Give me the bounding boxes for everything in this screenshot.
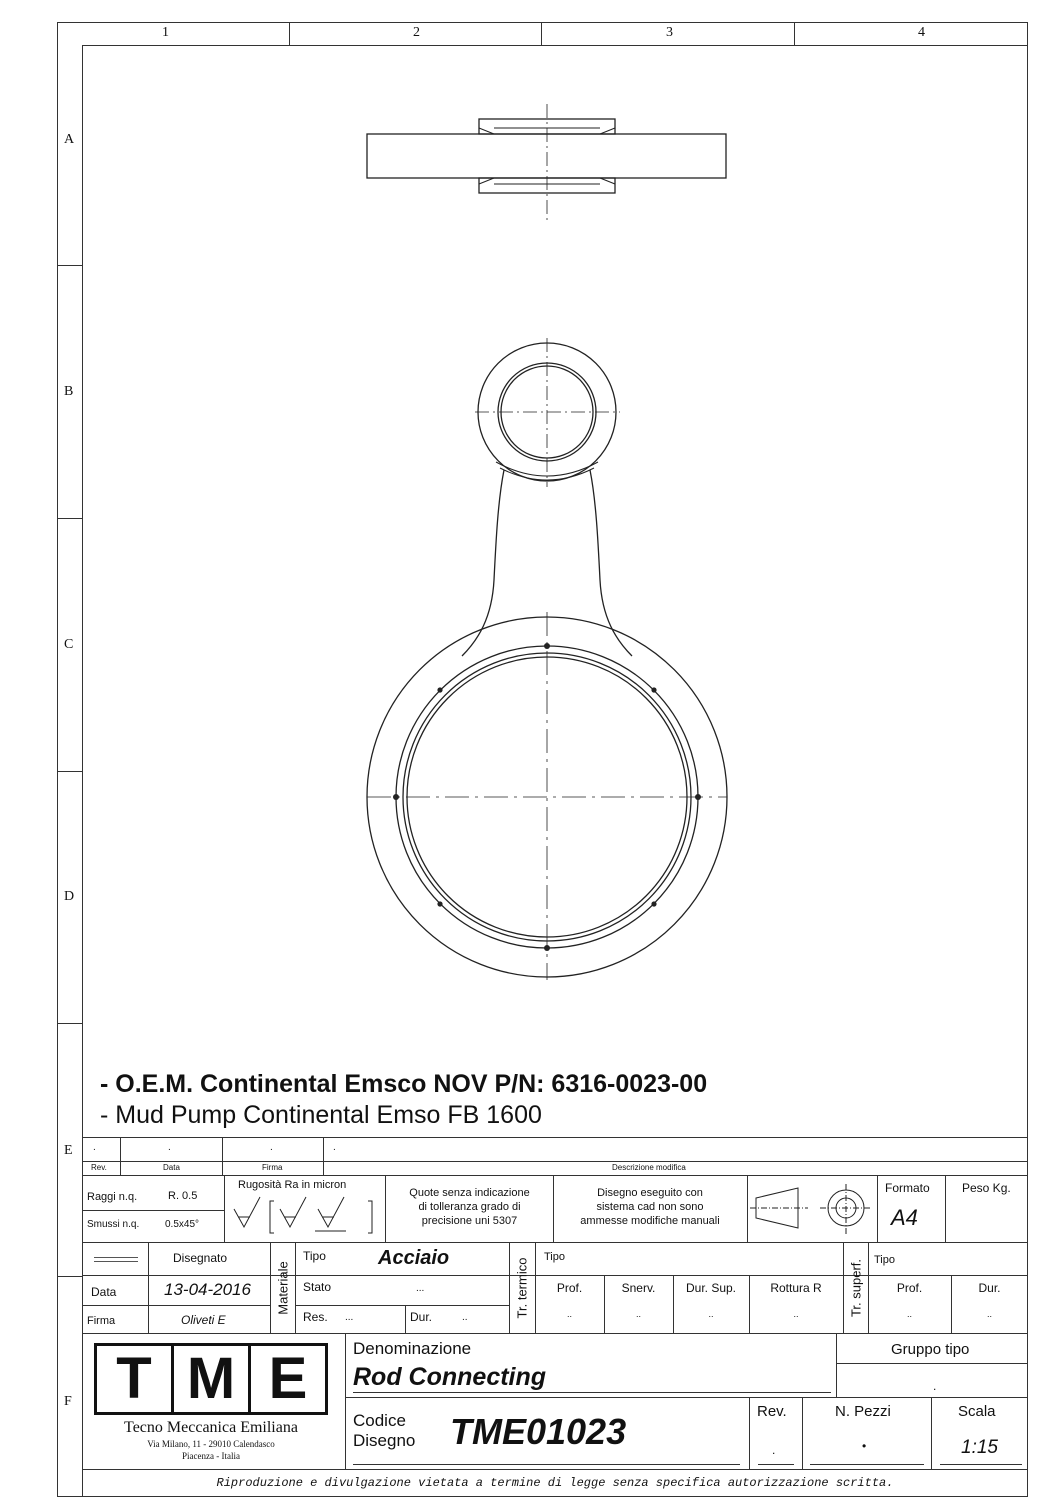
column-label-2: 2 bbox=[413, 25, 420, 40]
big-end bbox=[367, 612, 727, 980]
pezzi-label: N. Pezzi bbox=[835, 1403, 891, 1420]
projection-symbol-icon bbox=[750, 1180, 875, 1238]
superf-tipo-label: Tipo bbox=[874, 1254, 895, 1266]
firma-label: Firma bbox=[87, 1315, 116, 1327]
dur-sup-label: Dur. Sup. bbox=[685, 1281, 737, 1295]
materiale-vertical-label: Materiale bbox=[275, 1261, 291, 1315]
codice-label-1: Codice bbox=[353, 1411, 406, 1430]
logo-letter: E bbox=[268, 1346, 308, 1411]
rev-dot: . bbox=[168, 1142, 171, 1153]
stato-value: ... bbox=[416, 1283, 425, 1294]
note-oem: - O.E.M. Continental Emsco NOV P/N: 6316-0023-00 bbox=[100, 1070, 708, 1098]
termico-tipo-label: Tipo bbox=[544, 1251, 565, 1263]
logo-letter: T bbox=[97, 1346, 174, 1412]
rev-header: Rev. bbox=[91, 1163, 107, 1172]
codice-value: TME01023 bbox=[450, 1411, 627, 1452]
superf-dur-value: .. bbox=[986, 1309, 992, 1319]
top-view bbox=[367, 104, 726, 220]
company-logo bbox=[94, 1343, 328, 1415]
disegno-line-1: Disegno eseguito con bbox=[597, 1187, 703, 1199]
superf-prof-value: .. bbox=[906, 1309, 912, 1319]
firma-value: Oliveti E bbox=[181, 1313, 226, 1327]
firma-header: Firma bbox=[262, 1163, 283, 1172]
data-label: Data bbox=[91, 1285, 117, 1299]
materiale-tipo-value: Acciaio bbox=[378, 1247, 450, 1269]
company-name: Tecno Meccanica Emiliana bbox=[124, 1419, 298, 1436]
snerv-value: .. bbox=[635, 1309, 641, 1319]
stato-label: Stato bbox=[303, 1280, 332, 1294]
row-label-e: E bbox=[64, 1143, 73, 1158]
roughness-symbols bbox=[226, 1195, 384, 1239]
pezzi-value: • bbox=[862, 1439, 867, 1453]
rev-label: Rev. bbox=[757, 1403, 787, 1420]
company-address: Via Milano, 11 - 29010 Calendasco bbox=[147, 1439, 275, 1449]
rev-dot: . bbox=[93, 1142, 96, 1153]
column-label-3: 3 bbox=[666, 25, 673, 40]
superf-dur-label: Dur. bbox=[978, 1281, 1001, 1295]
rev-dot: . bbox=[270, 1142, 273, 1153]
data-header: Data bbox=[163, 1163, 180, 1172]
data-value: 13-04-2016 bbox=[164, 1280, 251, 1299]
rottura-label: Rottura R bbox=[770, 1281, 822, 1295]
disegno-line-3: ammesse modifiche manuali bbox=[580, 1215, 720, 1227]
small-end bbox=[475, 338, 620, 487]
res-label: Res. bbox=[303, 1310, 328, 1324]
prof-value: .. bbox=[566, 1309, 572, 1319]
scala-label: Scala bbox=[958, 1403, 996, 1420]
drawn-line-symbol bbox=[94, 1257, 138, 1262]
disegnato-label: Disegnato bbox=[173, 1251, 228, 1265]
raggi-value: R. 0.5 bbox=[168, 1190, 198, 1202]
column-label-1: 1 bbox=[162, 25, 169, 40]
quote-line-2: di tolleranza grado di bbox=[418, 1201, 521, 1213]
peso-label: Peso Kg. bbox=[962, 1181, 1011, 1195]
dur-sup-value: .. bbox=[708, 1309, 714, 1319]
quote-line-3: precisione uni 5307 bbox=[421, 1215, 518, 1227]
footer-disclaimer: Riproduzione e divulgazione vietata a termine di legge senza specifica autorizzazione scritta. bbox=[216, 1476, 894, 1490]
row-label-d: D bbox=[64, 889, 75, 904]
denominazione-label: Denominazione bbox=[353, 1339, 472, 1358]
rev-dot: . bbox=[333, 1142, 336, 1153]
superf-prof-label: Prof. bbox=[896, 1281, 923, 1295]
formato-label: Formato bbox=[885, 1181, 930, 1195]
snerv-label: Snerv. bbox=[621, 1281, 656, 1295]
rugosita-label: Rugosità Ra in micron bbox=[238, 1179, 347, 1191]
tr-termico-vertical-label: Tr. termico bbox=[514, 1257, 530, 1319]
dur-label: Dur. bbox=[410, 1310, 433, 1324]
row-label-f: F bbox=[64, 1394, 72, 1409]
row-label-b: B bbox=[64, 384, 74, 399]
res-value: ... bbox=[345, 1312, 354, 1323]
gruppo-tipo-value: . bbox=[933, 1379, 937, 1393]
company-city: Piacenza - Italia bbox=[182, 1451, 240, 1461]
formato-value: A4 bbox=[891, 1205, 918, 1230]
rev-value: . bbox=[772, 1443, 776, 1457]
logo-letter: M bbox=[174, 1346, 251, 1412]
row-divider bbox=[57, 1276, 82, 1277]
materiale-tipo-label: Tipo bbox=[303, 1249, 326, 1263]
scala-value: 1:15 bbox=[961, 1437, 998, 1458]
prof-label: Prof. bbox=[556, 1281, 583, 1295]
smussi-label: Smussi n.q. bbox=[87, 1219, 140, 1230]
row-label-a: A bbox=[64, 132, 75, 147]
disegno-line-2: sistema cad non sono bbox=[596, 1201, 704, 1213]
raggi-label: Raggi n.q. bbox=[87, 1191, 138, 1203]
descrizione-header: Descrizione modifica bbox=[612, 1163, 686, 1172]
note-mud-pump: - Mud Pump Continental Emso FB 1600 bbox=[100, 1101, 542, 1129]
gruppo-tipo-label: Gruppo tipo bbox=[891, 1341, 970, 1358]
quote-line-1: Quote senza indicazione bbox=[409, 1187, 530, 1199]
denominazione-value: Rod Connecting bbox=[353, 1363, 547, 1391]
smussi-value: 0.5x45° bbox=[165, 1219, 200, 1230]
column-label-4: 4 bbox=[918, 25, 925, 40]
row-label-c: C bbox=[64, 637, 74, 652]
dur-value: .. bbox=[462, 1312, 468, 1323]
tr-superf-vertical-label: Tr. superf. bbox=[848, 1258, 864, 1318]
rottura-value: .. bbox=[793, 1309, 799, 1319]
codice-label-2: Disegno bbox=[353, 1431, 416, 1450]
